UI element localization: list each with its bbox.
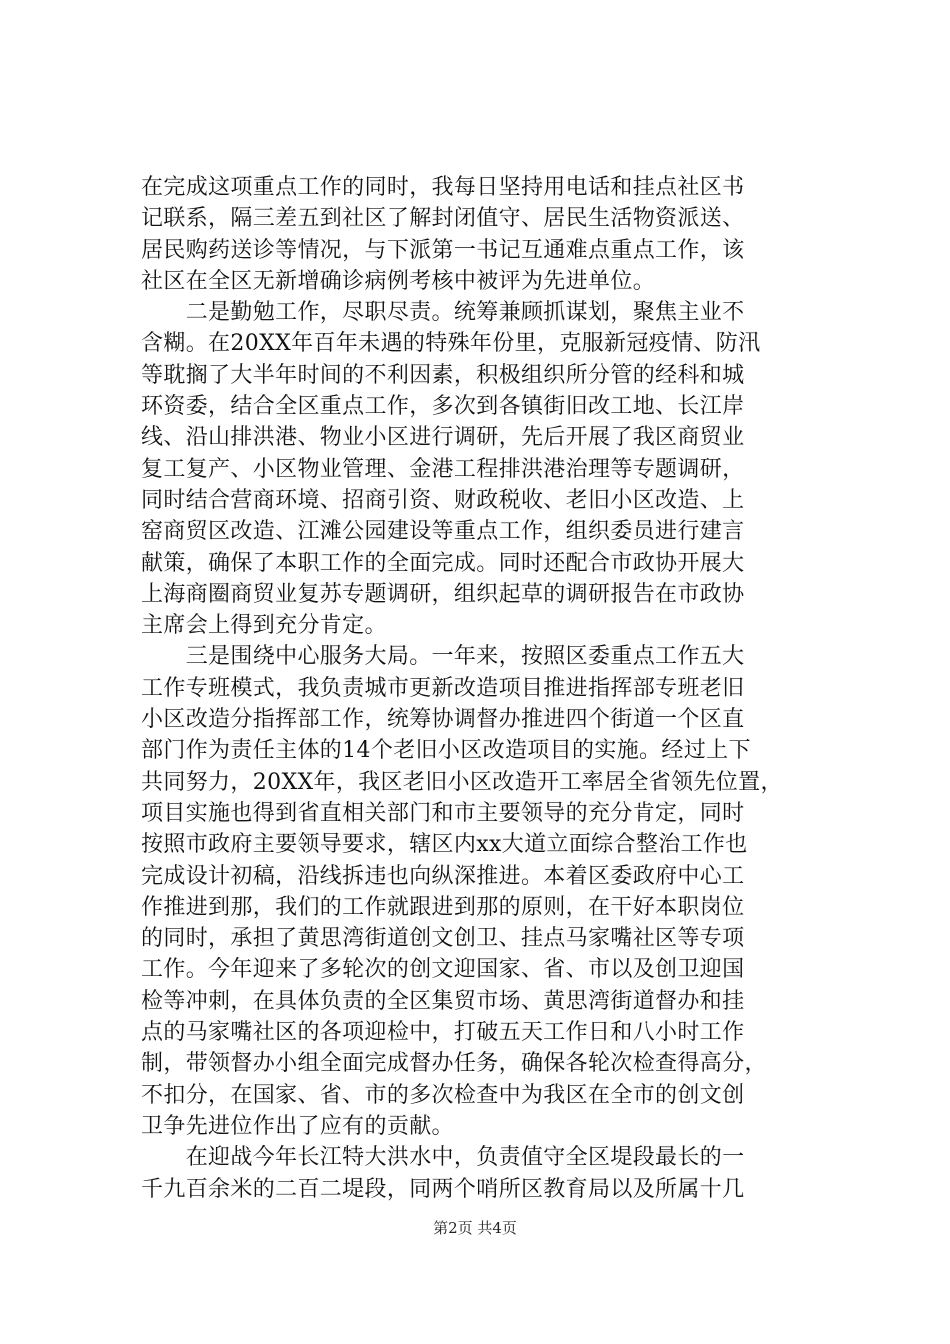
text-line: 按照市政府主要领导要求，辖区内xx大道立面综合整治工作也 — [141, 832, 748, 858]
text-line: 上海商圈商贸业复苏专题调研，组织起草的调研报告在市政协 — [141, 581, 745, 607]
text-line: 三是围绕中心服务大局。一年来，按照区委重点工作五大 — [141, 644, 745, 670]
text-line: 不扣分，在国家、省、市的多次检查中为我区在全市的创文创 — [141, 1082, 745, 1108]
text-line: 卫争先进位作出了应有的贡献。 — [141, 1113, 454, 1139]
text-line: 含糊。在20XX年百年未遇的特殊年份里，克服新冠疫情、防汛 — [141, 331, 761, 357]
text-line: 同时结合营商环境、招商引资、财政税收、老旧小区改造、上 — [141, 487, 745, 513]
page-number: 第2页 共4页 — [433, 1219, 517, 1237]
text-line: 的同时，承担了黄思湾街道创文创卫、挂点马家嘴社区等专项 — [141, 926, 745, 952]
text-line: 小区改造分指挥部工作，统筹协调督办推进四个街道一个区直 — [141, 707, 745, 733]
text-line: 在迎战今年长江特大洪水中，负责值守全区堤段最长的一 — [141, 1145, 745, 1171]
text-line: 社区在全区无新增确诊病例考核中被评为先进单位。 — [141, 268, 656, 294]
text-line: 窑商贸区改造、江滩公园建设等重点工作，组织委员进行建言 — [141, 519, 745, 545]
text-line: 复工复产、小区物业管理、金港工程排洪港治理等专题调研， — [141, 456, 745, 482]
page-footer — [0, 1218, 950, 1238]
text-line: 工作。今年迎来了多轮次的创文迎国家、省、市以及创卫迎国 — [141, 957, 745, 983]
text-line: 完成设计初稿，沿线拆违也向纵深推进。本着区委政府中心工 — [141, 863, 745, 889]
text-line: 记联系，隔三差五到社区了解封闭值守、居民生活物资派送、 — [141, 206, 745, 232]
text-line: 环资委，结合全区重点工作，多次到各镇街旧改工地、长江岸 — [141, 394, 745, 420]
text-line: 等耽搁了大半年时间的不利因素，积极组织所分管的经科和城 — [141, 362, 745, 388]
text-line: 千九百余米的二百二堤段，同两个哨所区教育局以及所属十几 — [141, 1176, 745, 1202]
text-line: 线、沿山排洪港、物业小区进行调研，先后开展了我区商贸业 — [141, 425, 745, 451]
text-line: 工作专班模式，我负责城市更新改造项目推进指挥部专班老旧 — [141, 675, 745, 701]
text-line: 项目实施也得到省直相关部门和市主要领导的充分肯定，同时 — [141, 800, 745, 826]
text-line: 主席会上得到充分肯定。 — [141, 613, 387, 639]
body-text — [141, 172, 821, 1205]
text-line: 检等冲刺，在具体负责的全区集贸市场、黄思湾街道督办和挂 — [141, 988, 745, 1014]
text-line: 作推进到那，我们的工作就跟进到那的原则，在干好本职岗位 — [141, 894, 745, 920]
text-line: 制，带领督办小组全面完成督办任务，确保各轮次检查得高分， — [141, 1051, 767, 1077]
text-line: 献策，确保了本职工作的全面完成。同时还配合市政协开展大 — [141, 550, 745, 576]
text-line: 部门作为责任主体的14个老旧小区改造项目的实施。经过上下 — [141, 738, 751, 764]
text-line: 点的马家嘴社区的各项迎检中，打破五天工作日和八小时工作 — [141, 1020, 745, 1046]
text-line: 共同努力，20XX年，我区老旧小区改造开工率居全省领先位置， — [141, 769, 783, 795]
text-line: 居民购药送诊等情况，与下派第一书记互通难点重点工作，该 — [141, 237, 745, 263]
text-line: 二是勤勉工作，尽职尽责。统筹兼顾抓谋划，聚焦主业不 — [141, 300, 745, 326]
text-line: 在完成这项重点工作的同时，我每日坚持用电话和挂点社区书 — [141, 175, 745, 200]
